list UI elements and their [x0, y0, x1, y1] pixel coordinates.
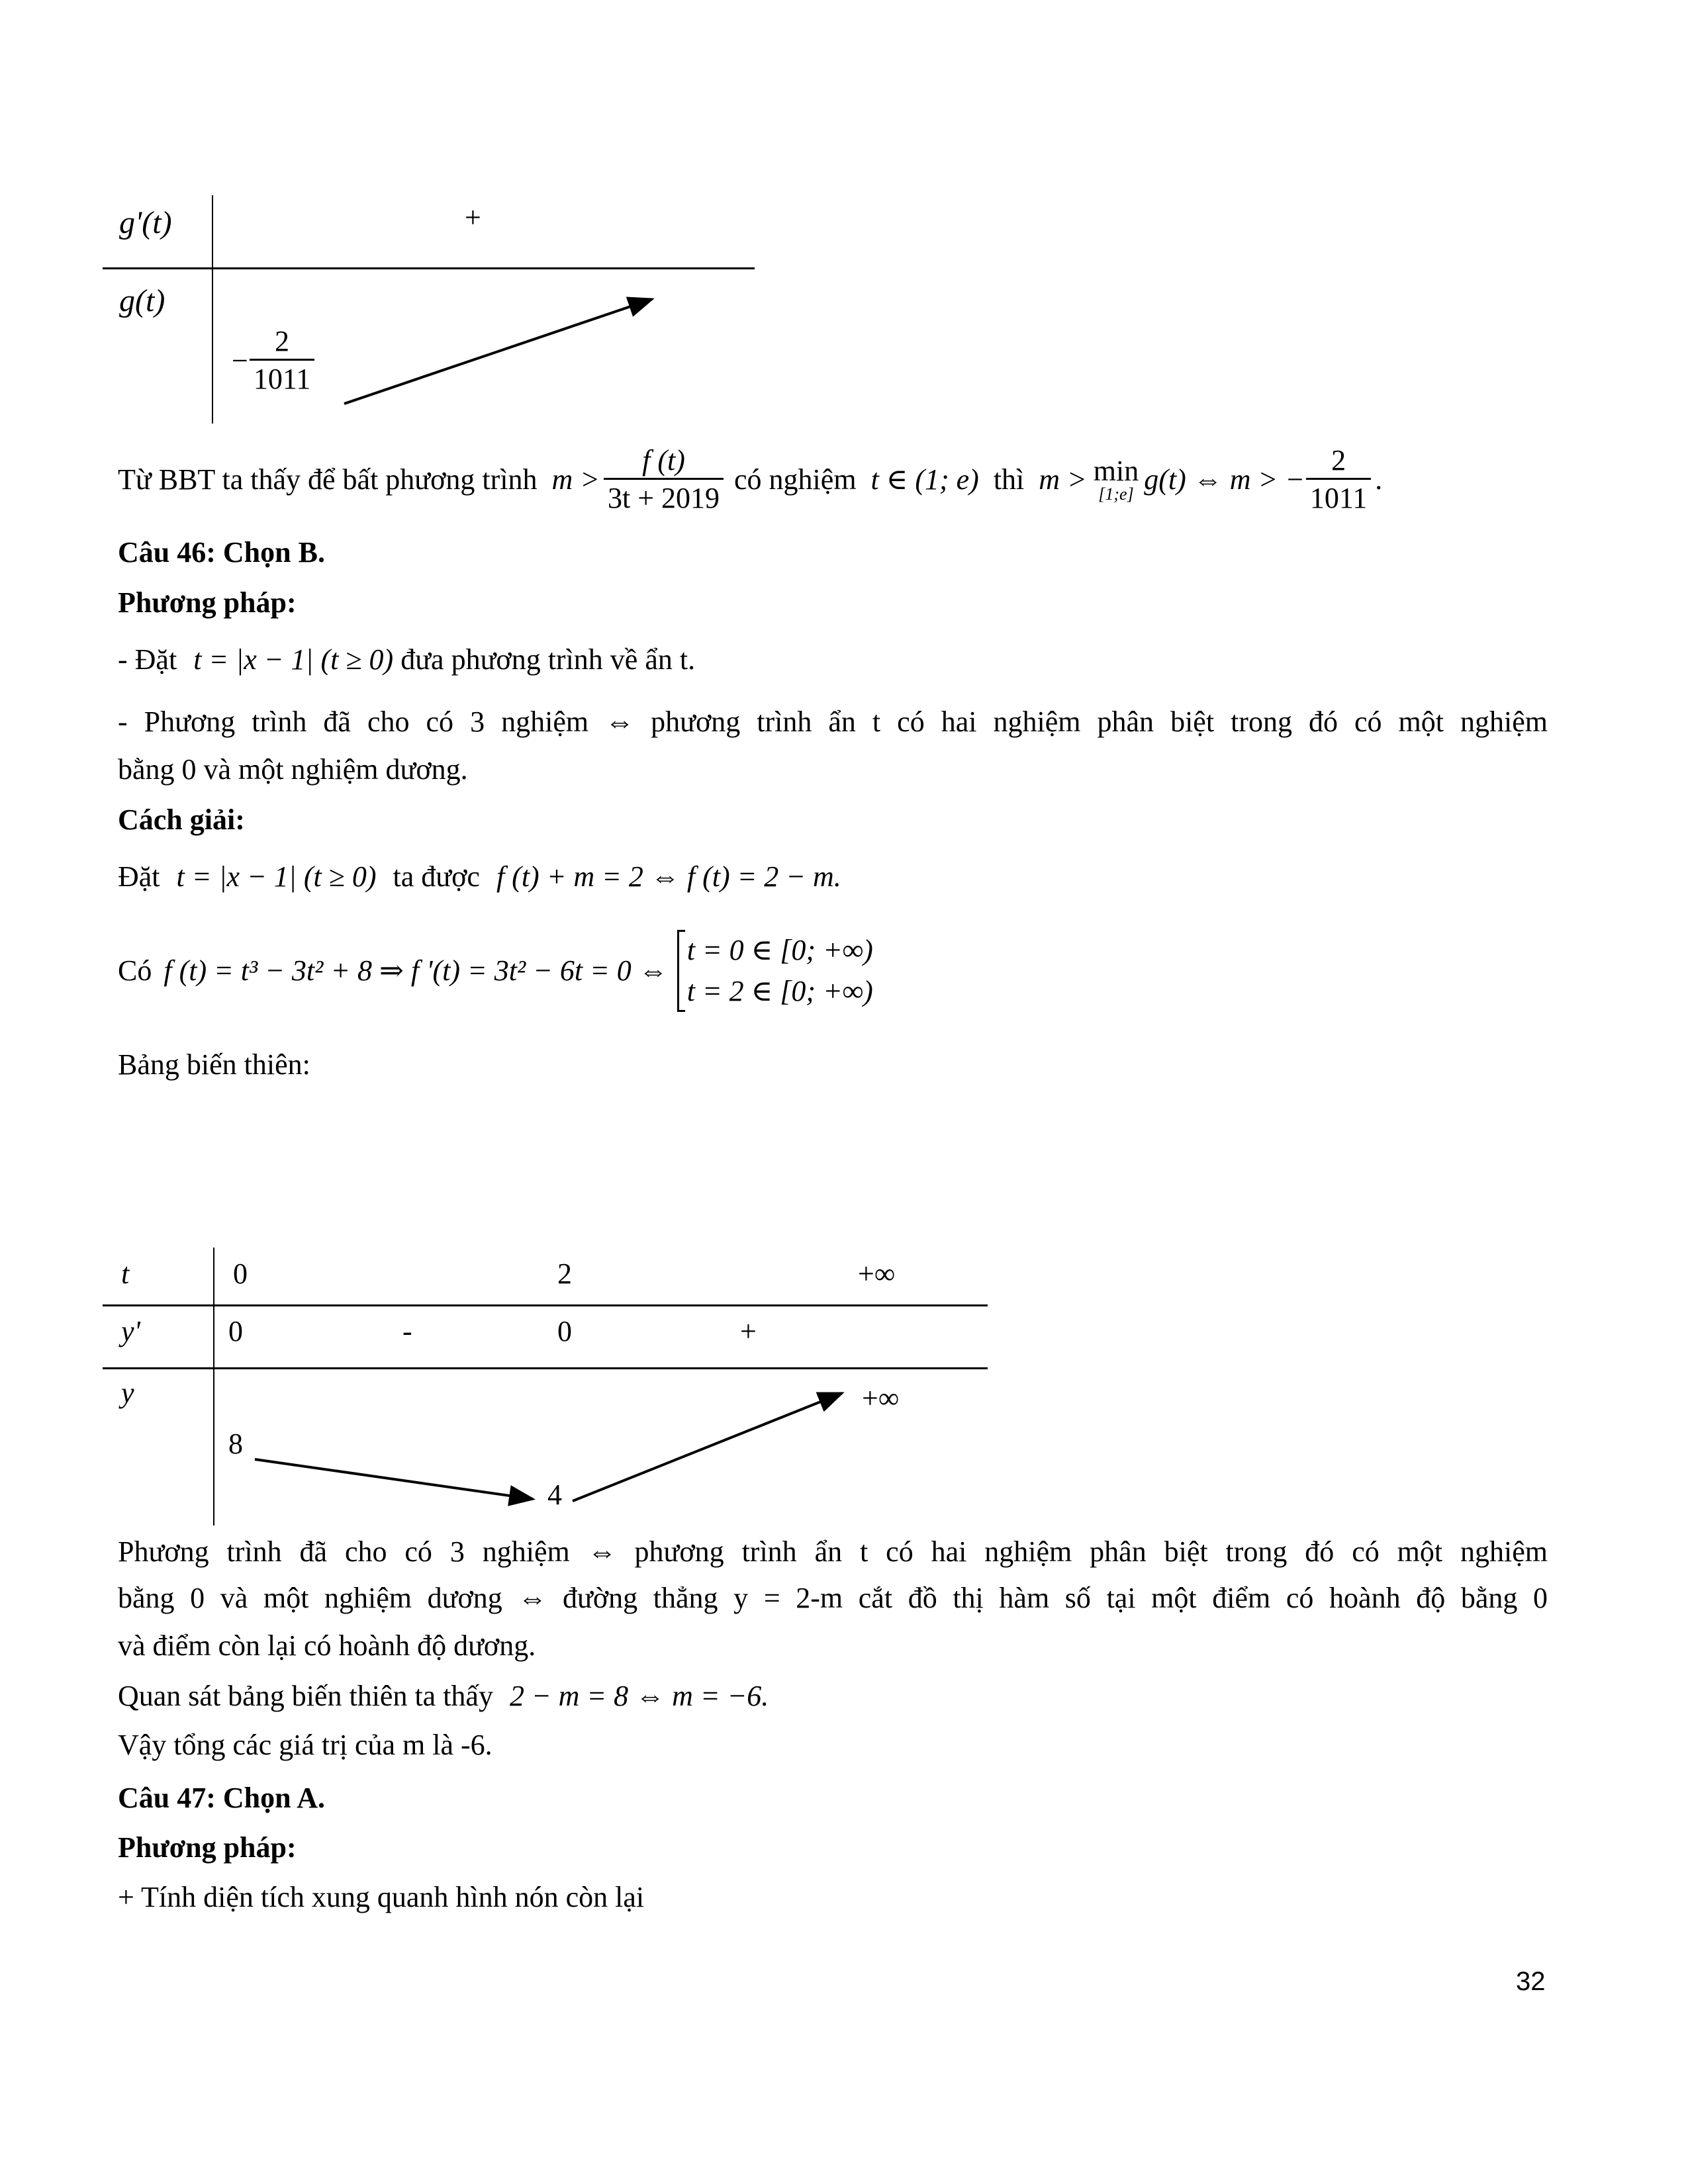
table2-vertical-divider: [213, 1248, 214, 1525]
q46-method-line1: [118, 642, 695, 678]
conclusion-end: .: [1375, 463, 1383, 496]
q46-answer: Vậy tổng các giá trị của m là -6.: [118, 1729, 492, 1761]
solution-case-1: t = 0 ∈ [0; +∞): [686, 934, 873, 966]
solution-case-system: [677, 930, 873, 1012]
q46-observe-line: [118, 1678, 769, 1714]
conclusion-frac-denominator: 3t + 2019: [604, 478, 724, 517]
table2-y-min: 4: [547, 1479, 562, 1511]
q46-heading: Câu 46: Chọn B.: [118, 536, 325, 569]
conclusion-text-a: Từ BBT ta thấy để bất phương trình: [118, 463, 538, 496]
method-line1-text-a: - Đặt: [118, 643, 177, 676]
sol-line2-math: f (t) = t³ − 3t² + 8 ⇒ f '(t) = 3t² − 6t = 0 ⇔: [164, 954, 668, 987]
solution-case-2: t = 2 ∈ [0; +∞): [686, 975, 873, 1007]
sol-line1-text-b: ta được: [393, 860, 480, 893]
conclusion-ineq-lhs: m >: [551, 463, 600, 496]
table1-row-label-gprime: g'(t): [119, 205, 172, 240]
q46-bbt-label: Bảng biến thiên:: [118, 1048, 310, 1081]
table2-divider-2: [103, 1367, 988, 1369]
q46-method-heading: Phương pháp:: [118, 586, 297, 619]
q46-method-line3: bằng 0 và một nghiệm dương.: [118, 753, 468, 786]
q47-method-heading: Phương pháp:: [118, 1831, 297, 1864]
start-value-denominator: 1011: [250, 359, 314, 398]
start-value-sign: −: [232, 344, 248, 377]
conclusion-min-lhs: m >: [1039, 463, 1087, 496]
table2-label-yprime: y': [121, 1315, 140, 1347]
table1-start-value: [232, 324, 318, 398]
conclusion-result-denominator: 1011: [1306, 478, 1371, 517]
table1-horizontal-divider: [103, 267, 755, 269]
conclusion-min-word: min: [1093, 455, 1139, 487]
conclusion-text-b: có nghiệm: [734, 463, 857, 496]
conclusion-min-subscript: [1;e]: [1098, 484, 1134, 504]
conclusion-result-numerator: 2: [1331, 443, 1346, 477]
table2-t-value-inf: +∞: [858, 1257, 896, 1290]
q46-solution-line1: [118, 859, 841, 895]
table1-vertical-divider: [212, 195, 213, 424]
table1-sign-plus: +: [465, 201, 481, 234]
conclusion-text-c: thì: [993, 463, 1025, 496]
q47-method-line1: + Tính diện tích xung quanh hình nón còn lại: [118, 1881, 645, 1913]
observe-math: 2 − m = 8 ⇔ m = −6.: [509, 1680, 769, 1712]
table2-t-value-0: 0: [233, 1257, 248, 1290]
conclusion-line: [118, 437, 1382, 523]
table2-label-y: y: [121, 1377, 134, 1409]
sol-line2-text-a: Có: [118, 954, 152, 987]
table2-yprime-zero: 0: [557, 1315, 572, 1347]
q46-solution-heading: Cách giải:: [118, 803, 245, 836]
table2-divider-1: [103, 1304, 988, 1306]
method-line1-text-b: đưa phương trình về ẩn t.: [400, 643, 696, 676]
start-value-numerator: 2: [275, 325, 290, 357]
conclusion-min-rhs: g(t) ⇔ m > −: [1144, 463, 1305, 496]
sol-line1-text-a: Đặt: [118, 860, 160, 893]
conclusion-frac-numerator: f (t): [642, 443, 685, 477]
q46-para-line3: và điểm còn lại có hoành độ dương.: [118, 1629, 536, 1662]
sol-line1-math1: t = |x − 1| (t ≥ 0): [176, 860, 377, 893]
method-line1-math: t = |x − 1| (t ≥ 0): [193, 643, 394, 676]
table2-t-value-2: 2: [557, 1257, 572, 1290]
page-number: 32: [1516, 1967, 1546, 1996]
table2-label-t: t: [121, 1257, 130, 1290]
q46-method-line2: - Phương trình đã cho có 3 nghiệm ⇔ phương trình ẩn t có hai nghiệm phân biệt trong đó có một nghiệm: [118, 705, 1548, 738]
table2-y-inf: +∞: [862, 1382, 900, 1414]
q46-solution-line2: [118, 930, 873, 1012]
conclusion-domain: t ∈ (1; e): [870, 463, 979, 496]
q46-para-line1: Phương trình đã cho có 3 nghiệm ⇔ phương trình ẩn t có hai nghiệm phân biệt trong đó có một nghiệm: [118, 1535, 1548, 1568]
q47-heading: Câu 47: Chọn A.: [118, 1782, 325, 1814]
table2-y-start: 8: [228, 1428, 243, 1460]
observe-text: Quan sát bảng biến thiên ta thấy: [118, 1680, 493, 1712]
table2-yprime-plus: +: [740, 1315, 757, 1347]
sol-line1-math2: f (t) + m = 2 ⇔ f (t) = 2 − m.: [496, 860, 841, 893]
table1-row-label-g: g(t): [119, 283, 165, 318]
table2-yprime-0: 0: [228, 1315, 243, 1347]
table2-yprime-minus: -: [402, 1315, 412, 1347]
q46-para-line2: bằng 0 và một nghiệm dương ⇔ đường thẳng y = 2-m cắt đồ thị hàm số tại một điểm có hoành độ bằng 0: [118, 1582, 1548, 1614]
